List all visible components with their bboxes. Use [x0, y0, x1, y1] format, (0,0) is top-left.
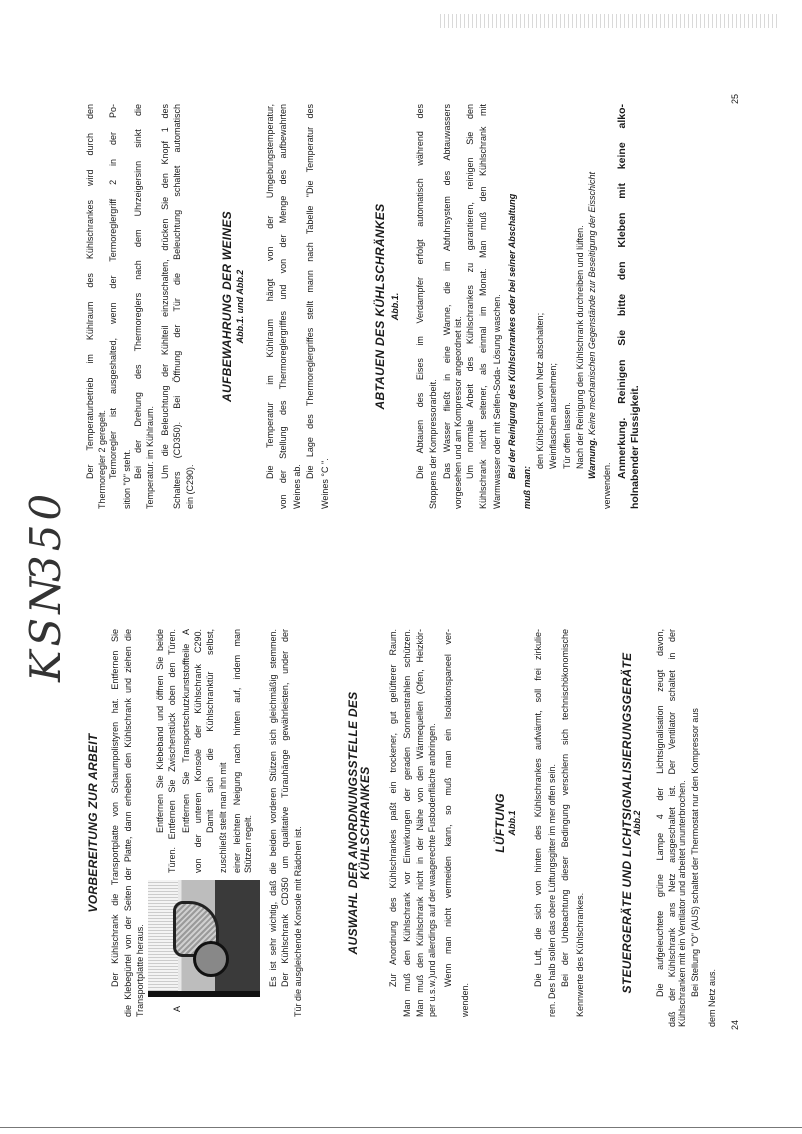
note-line: Anmerkung. Reinigen Sie bitte den Kleben mit keine alko-: [616, 104, 628, 479]
page-number: 25: [730, 93, 740, 104]
note-line-end: holnabender Flussigkeit.: [629, 385, 641, 509]
text-line: Stoppens der Kompressorarbeit.: [428, 379, 438, 509]
text-line: dem Netz aus.: [707, 968, 717, 1027]
cleaning-step: Nach der Reinigung den Kühlschrank durchreiben und lüften.: [575, 225, 585, 469]
text-line: Es ist sehr wichtig, daß die beiden vorderen Stützen sich gleichmäßig stemmen.: [268, 629, 278, 987]
handwritten-number: 350: [21, 489, 70, 582]
text-line: Das Wasser fließt in eine Wanne, die im Abfuhrsystem des Abtauwassers: [442, 104, 452, 479]
text-line: Kühlschrank nicht seltener, als einmal im Monat. Man muß den Kühlschrank mit: [478, 104, 488, 509]
text-line: Die aufgeleuchtete grüne Lampe 4 der Lichtsignalisation zeugt davon,: [655, 629, 665, 997]
text-line: Stützen regelt.: [243, 814, 253, 873]
figure-reference: Abb.2: [632, 810, 642, 836]
text-line: Der Kühlschrank CD350 um qualitative Türauhänge gewährleisten, under der: [280, 629, 290, 987]
figure-reference: Abb.1.: [390, 292, 400, 321]
text-line: Schalters (CD350). Bei Öffnung der Tür die Beleuchtung schaltet automatisch: [172, 104, 182, 509]
heading-aufbewahrung: AUFBEWAHRUNG DER WEINES: [220, 211, 234, 402]
handwritten-model: KSN: [21, 573, 70, 682]
text-line: von der unteren Konsole der Kühlschrank C290.: [193, 629, 203, 873]
figure-label: A: [172, 1005, 182, 1012]
heading-steuergeraete: STEUERGERÄTE UND LICHTSIGNALISIERUNGSGERÄTE: [620, 652, 634, 994]
text-line: Um die Beleuchtung der Kühlteil einzuschalten, drücken Sie den Knopf 1 des: [160, 104, 170, 479]
heading-abtauen: ABTAUEN DES KÜHLSCHRÄNKES: [373, 203, 387, 410]
text-line: einer leichten Neigung nach hinten auf, indem man: [232, 629, 242, 873]
text-line: Die Lage des Thermoreglergriffes stellt mann nach Tabelle "Die Temperatur des: [305, 104, 315, 479]
warning-end: verwenden.: [602, 462, 612, 509]
text-line: Die Abtauen des Eises im Verdampfer erfolgt automatisch während des: [415, 104, 425, 479]
text-line: Die Luft, die sich von hinten des Kühlschrankes aufwärmt, soll frei zirkulie-: [533, 629, 543, 987]
text-line: Die Temperatur im Kühlraum hängt von der Umgebungstemperatur,: [265, 104, 275, 479]
text-line: Tür die ausgleichende Konsole mit Rädchen ist.: [293, 826, 303, 1017]
text-line: Zur Anordnung des Kühlschrankes paßt ein trockener, gut gelüfterer Raum.: [388, 629, 398, 987]
text-line: Damit sich die Kühlschranktür selbst,: [205, 629, 215, 833]
text-line: Bei der Drehung des Thermoreglers nach dem Uhrzeigersinn sinkt die: [133, 104, 143, 479]
text-line: ein (C290).: [185, 464, 195, 509]
text-line: Bei der Unbeachtung dieser Bedingung verschlern sich technischökonomische: [560, 629, 570, 987]
heading-auswahl-line2: KÜHLSCHRANKES: [358, 766, 372, 880]
text-line: Kühlschranken mit ein Ventilator und arbeitet ununterbrochen.: [677, 780, 687, 1027]
text-line: von der Stellung des Thermoreglergriffes und von der Menge des aufbewahrten: [278, 104, 288, 509]
cleaning-step: Tür offen lassen.: [562, 402, 572, 469]
text-line: Der Kühlschrank die Transportplatte von Schaumpolistyren hat. Entfernen Sie: [110, 629, 120, 987]
text-line: Weines ab.: [292, 464, 302, 509]
text-line: Transportplatte heraus.: [135, 924, 145, 1017]
text-line: Thermoregler 2 geregelt.: [97, 409, 107, 509]
figure-reference: Abb.1: [507, 810, 517, 836]
text-line: Wenn man nicht vermeiden kann, so muß man ein Isolationspaneel ver-: [443, 629, 453, 987]
heading-auswahl: AUSWAHL DER ANORDNUNGSSTELLE DES: [346, 691, 360, 955]
text-line: wenden.: [460, 982, 470, 1017]
text-line: daß der Kühlschrank ans Netz ausgeschaltet ist. Der Ventilator schaltet in der: [667, 629, 677, 1027]
warning-label: Warnung.: [587, 437, 597, 479]
warning-text: Keine mechanischen Gegenstände zur Beseitigung der Eisschicht: [587, 171, 597, 436]
cleaning-intro-end: muß man:: [522, 465, 532, 509]
text-line: vorgesehen und am Kompressor angeordnet ist.: [453, 316, 463, 509]
text-line: Warmwasser oder mit Seifen-Soda- Lösung waschen.: [492, 294, 502, 509]
text-line: ren. Des halb sollen das obere Lüftungsgitter im mer offen sein.: [547, 764, 557, 1017]
warning-line: [586, 104, 598, 479]
text-line: Man muß den Kühlschrank vor Einwirkungen der geraden Sonnenstrahlen schützen.: [402, 629, 412, 1017]
text-line: sition "0" steht.: [122, 449, 132, 509]
text-line: Entfernen Sie Transportschutzkunststoffteile A: [181, 629, 191, 833]
text-line: zuschließt stellt man ihn mit: [218, 762, 228, 873]
text-line: Man muß den Kühlschrank nicht in der Nähe von den Wärmequellen (Ofen, Heizkör-: [415, 629, 425, 1017]
figure-transport-part: [148, 880, 260, 997]
heading-vorbereitung: VORBEREITUNG ZUR ARBEIT: [86, 733, 100, 913]
text-line: Temperatur. im Kühlraum.: [145, 405, 155, 509]
text-line: Entfernen Sie Klebeband und öffnen Sie beide: [155, 629, 165, 833]
text-line: Kennwerte des Kühlschrankes.: [575, 892, 585, 1017]
text-line: Der Temperaturbetrieb im Kühlraum des Kühlschrankes wird durch den: [85, 104, 95, 479]
text-line: die Klebegürtel von der Seiten der Platte, dann erheben den Kühlschrank und ziehen die: [123, 629, 133, 1017]
text-line: Bei Stellung "O" (AUS) schaltet der Thermostat nur den Kompressor aus: [690, 708, 700, 997]
text-line: per u.s.w.)und allerdings auf der waagerechte Fusbodenfläche anbringen.: [427, 723, 437, 1017]
text-line: Termoregler ist ausgeshalted, wenn der Termoreglergriff 2 in der Po-: [108, 104, 118, 479]
cleaning-step: Weinflaschen ausnehmen;: [548, 363, 558, 469]
text-line: Weines °C ".: [320, 458, 330, 509]
cleaning-step: den Kühlschrank vom Netz abschalten;: [535, 312, 545, 469]
text-line: Türen. Entfernen Sie Zwischenstück oben den Türen.: [167, 629, 177, 873]
figure-reference: Abb.1. und Abb.2: [235, 269, 245, 344]
cleaning-intro: Bei der Reinigung des Kühlschrankes oder bei seiner Abschaltung: [507, 193, 517, 479]
page-number: 24: [730, 1019, 740, 1030]
text-line: Um normale Arbeit des Kühlschrankes zu garantieren, reinigen Sie den: [465, 104, 475, 479]
heading-lueftung: LÜFTUNG: [493, 793, 507, 853]
